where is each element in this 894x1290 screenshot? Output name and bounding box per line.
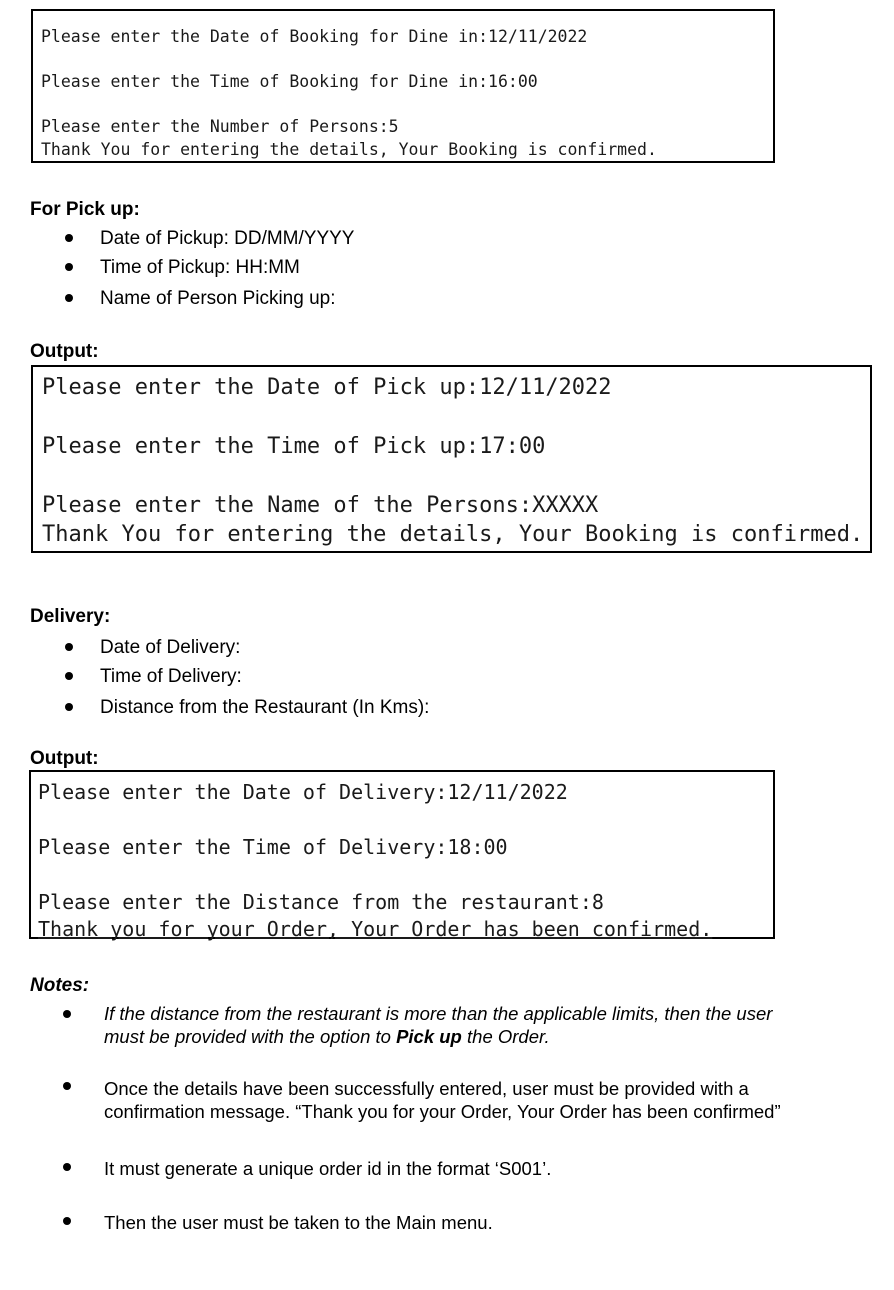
- delivery-heading: Delivery:: [30, 606, 111, 627]
- bullet-dot: [65, 672, 73, 680]
- console-line: Please enter the Time of Pick up:17:00: [42, 434, 546, 459]
- note-line: If the distance from the restaurant is more than the applicable limits, then the user: [104, 1003, 773, 1024]
- delivery-console-output: [29, 770, 775, 939]
- dine-in-console-output: [31, 9, 775, 163]
- pickup-item-name: Name of Person Picking up:: [100, 288, 336, 309]
- note-order-id: It must generate a unique order id in the format ‘S001’.: [104, 1158, 552, 1179]
- console-line: Please enter the Date of Pick up:12/11/2022: [42, 375, 612, 400]
- note-text: the Order.: [461, 1026, 550, 1047]
- bullet-dot: [65, 234, 73, 242]
- notes-heading: Notes:: [30, 975, 90, 996]
- delivery-item-date: Date of Delivery:: [100, 637, 241, 658]
- pickup-console-output: [31, 365, 872, 553]
- note-distance-limit: [104, 1002, 844, 1048]
- bullet-dot: [65, 263, 73, 271]
- pickup-heading: For Pick up:: [30, 199, 140, 220]
- bullet-dot: [63, 1217, 71, 1225]
- console-line: Thank you for your Order, Your Order has been confirmed.: [38, 917, 713, 941]
- bullet-dot: [65, 294, 73, 302]
- pickup-output-label: Output:: [30, 341, 99, 362]
- delivery-output-label: Output:: [30, 748, 99, 769]
- bullet-dot: [63, 1082, 71, 1090]
- console-line: Thank You for entering the details, Your Booking is confirmed.: [41, 140, 657, 159]
- console-line: Please enter the Time of Booking for Dine in:16:00: [41, 72, 538, 91]
- console-line: Please enter the Distance from the restaurant:8: [38, 890, 604, 914]
- note-bold-text: Pick up: [396, 1026, 462, 1047]
- bullet-dot: [65, 703, 73, 711]
- note-line: Once the details have been successfully entered, user must be provided with a: [104, 1078, 749, 1099]
- bullet-dot: [63, 1010, 71, 1018]
- console-line: Please enter the Number of Persons:5: [41, 117, 399, 136]
- note-line: confirmation message. “Thank you for your Order, Your Order has been confirmed”: [104, 1101, 781, 1122]
- console-line: Please enter the Name of the Persons:XXXXX: [42, 493, 599, 518]
- note-text: must be provided with the option to: [104, 1026, 397, 1047]
- console-line: Please enter the Date of Delivery:12/11/2022: [38, 780, 568, 804]
- console-line: Please enter the Date of Booking for Dine in:12/11/2022: [41, 27, 588, 46]
- bullet-dot: [65, 643, 73, 651]
- note-main-menu: Then the user must be taken to the Main menu.: [104, 1212, 493, 1233]
- console-line: Please enter the Time of Delivery:18:00: [38, 835, 508, 859]
- note-confirmation-message: [104, 1077, 844, 1123]
- bullet-dot: [63, 1163, 71, 1171]
- note-line: [104, 1025, 844, 1048]
- pickup-item-date: Date of Pickup: DD/MM/YYYY: [100, 228, 355, 249]
- pickup-item-time: Time of Pickup: HH:MM: [100, 257, 300, 278]
- delivery-item-time: Time of Delivery:: [100, 666, 242, 687]
- console-line: Thank You for entering the details, Your Booking is confirmed.: [42, 522, 864, 547]
- delivery-item-distance: Distance from the Restaurant (In Kms):: [100, 697, 430, 718]
